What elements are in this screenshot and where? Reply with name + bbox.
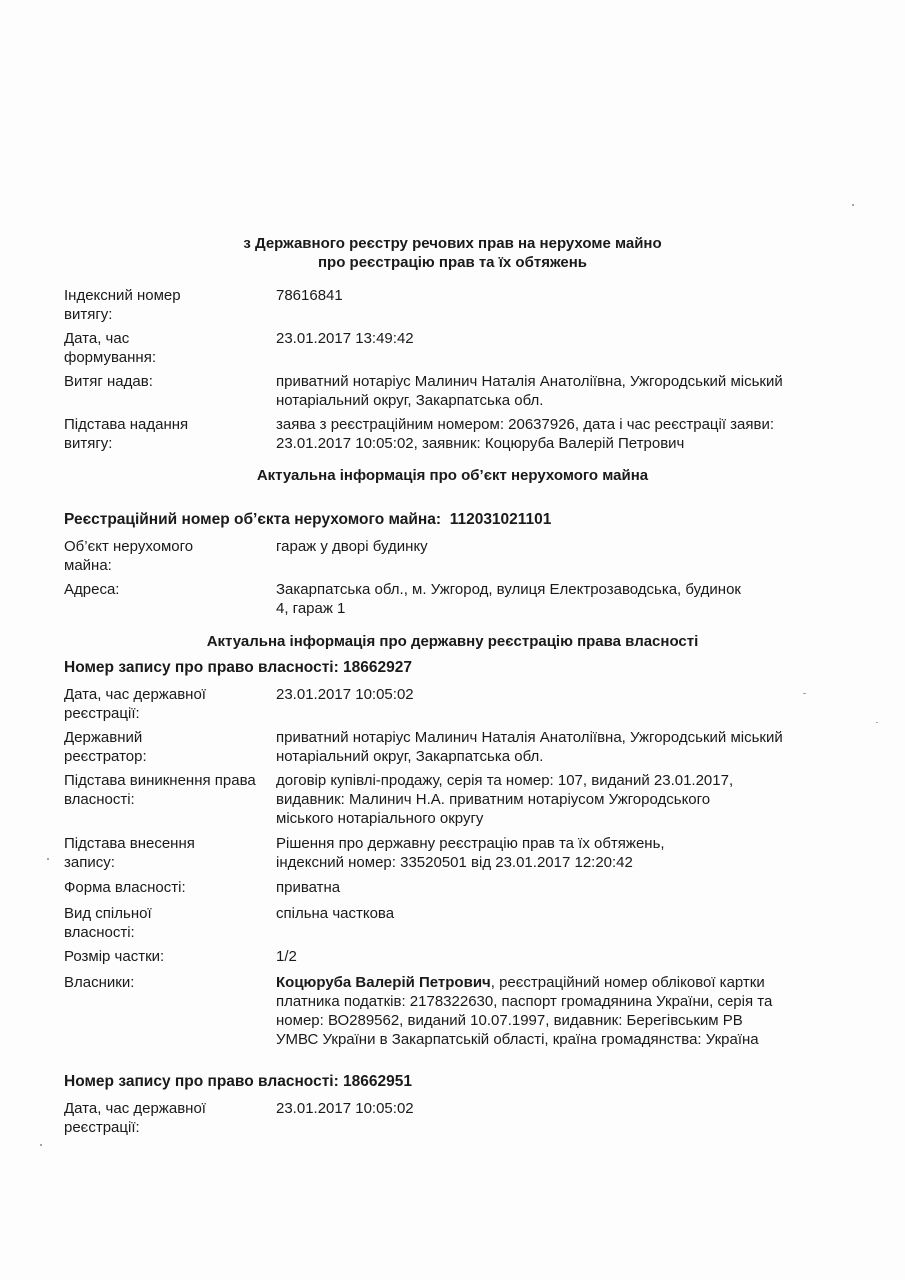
record1-ownership-basis-value: договір купівлі-продажу, серія та номер: 107, виданий 23.01.2017, видавник: Малинич Н.А. приватним нотаріусом Ужгородського міського нотаріального округу — [276, 772, 734, 827]
record1-owners-label: Власники: — [64, 974, 135, 991]
object-reg-number — [64, 510, 551, 529]
record1-joint-ownership-label: Вид спільної власності: — [64, 905, 152, 941]
record1-reg-datetime-label: Дата, час державної реєстрації: — [64, 686, 206, 722]
formation-datetime-label: Дата, час формування: — [64, 330, 157, 366]
document-title-line1: з Державного реєстру речових прав на нерухоме майно — [243, 235, 662, 252]
record1-ownership-form-value: приватна — [276, 879, 341, 896]
record1-share-size-label: Розмір частки: — [64, 948, 165, 965]
issued-by-label: Витяг надав: — [64, 373, 153, 390]
record1-share-size-value: 1/2 — [276, 948, 297, 965]
owner-details: , реєстраційний номер облікової картки платника податків: 2178322630, паспорт громадянина України, серія та номер: ВО289562, виданий 10.07.1997, видавник: Берегівським РВ УМВС України в Закарпатській області, країна громадянства: Україна — [276, 974, 773, 1048]
scan-speck — [803, 693, 806, 694]
ownership-record2-heading: Номер запису про право власності: 18662951 — [64, 1073, 413, 1090]
extract-index-value: 78616841 — [276, 287, 343, 304]
record1-joint-ownership-value: спільна часткова — [276, 905, 395, 922]
record1-registrar-value: приватний нотаріус Малинич Наталія Анатоліївна, Ужгородський міський нотаріальний округ, Закарпатська обл. — [276, 729, 783, 765]
owner-name: Коцюруба Валерій Петрович — [276, 974, 491, 991]
address-value: Закарпатська обл., м. Ужгород, вулиця Електрозаводська, будинок 4, гараж 1 — [276, 581, 741, 617]
ownership-section-heading: Актуальна інформація про державну реєстрацію права власності — [206, 633, 699, 650]
scan-speck — [852, 204, 854, 206]
record1-ownership-basis-label: Підстава виникнення права власності: — [64, 772, 256, 808]
document-title-line2: про реєстрацію прав та їх обтяжень — [317, 254, 588, 271]
scan-speck — [47, 858, 49, 860]
scan-speck — [876, 722, 878, 723]
record2-reg-datetime-value: 23.01.2017 10:05:02 — [276, 1100, 414, 1117]
extract-basis-value: заява з реєстраційним номером: 20637926, дата і час реєстрації заяви: 23.01.2017 10:05:02, заявник: Коцюруба Валерій Петрович — [276, 416, 775, 452]
record1-entry-basis-label: Підстава внесення запису: — [64, 835, 195, 871]
ownership-record1-heading: Номер запису про право власності: 18662927 — [64, 659, 413, 676]
record2-reg-datetime-label: Дата, час державної реєстрації: — [64, 1100, 206, 1136]
record1-ownership-form-label: Форма власності: — [64, 879, 186, 896]
formation-datetime-value: 23.01.2017 13:49:42 — [276, 330, 414, 347]
record1-reg-datetime-value: 23.01.2017 10:05:02 — [276, 686, 414, 703]
extract-basis-label: Підстава надання витягу: — [64, 416, 189, 452]
record1-owners-value — [276, 973, 776, 1049]
extract-index-label: Індексний номер витягу: — [64, 287, 181, 323]
record1-entry-basis-value: Рішення про державну реєстрацію прав та їх обтяжень, індексний номер: 33520501 від 23.01.2017 12:20:42 — [276, 835, 665, 871]
object-reg-number-label: Реєстраційний номер об’єкта нерухомого майна: — [64, 511, 442, 528]
record1-registrar-label: Державний реєстратор: — [64, 729, 147, 765]
object-section-heading: Актуальна інформація про об’єкт нерухомого майна — [256, 467, 649, 484]
object-reg-number-value: 112031021101 — [449, 511, 552, 528]
address-label: Адреса: — [64, 581, 120, 598]
object-type-label: Об’єкт нерухомого майна: — [64, 538, 194, 574]
scan-speck — [40, 1144, 42, 1146]
issued-by-value: приватний нотаріус Малинич Наталія Анатоліївна, Ужгородський міський нотаріальний округ, Закарпатська обл. — [276, 373, 783, 409]
object-type-value: гараж у дворі будинку — [276, 538, 428, 555]
